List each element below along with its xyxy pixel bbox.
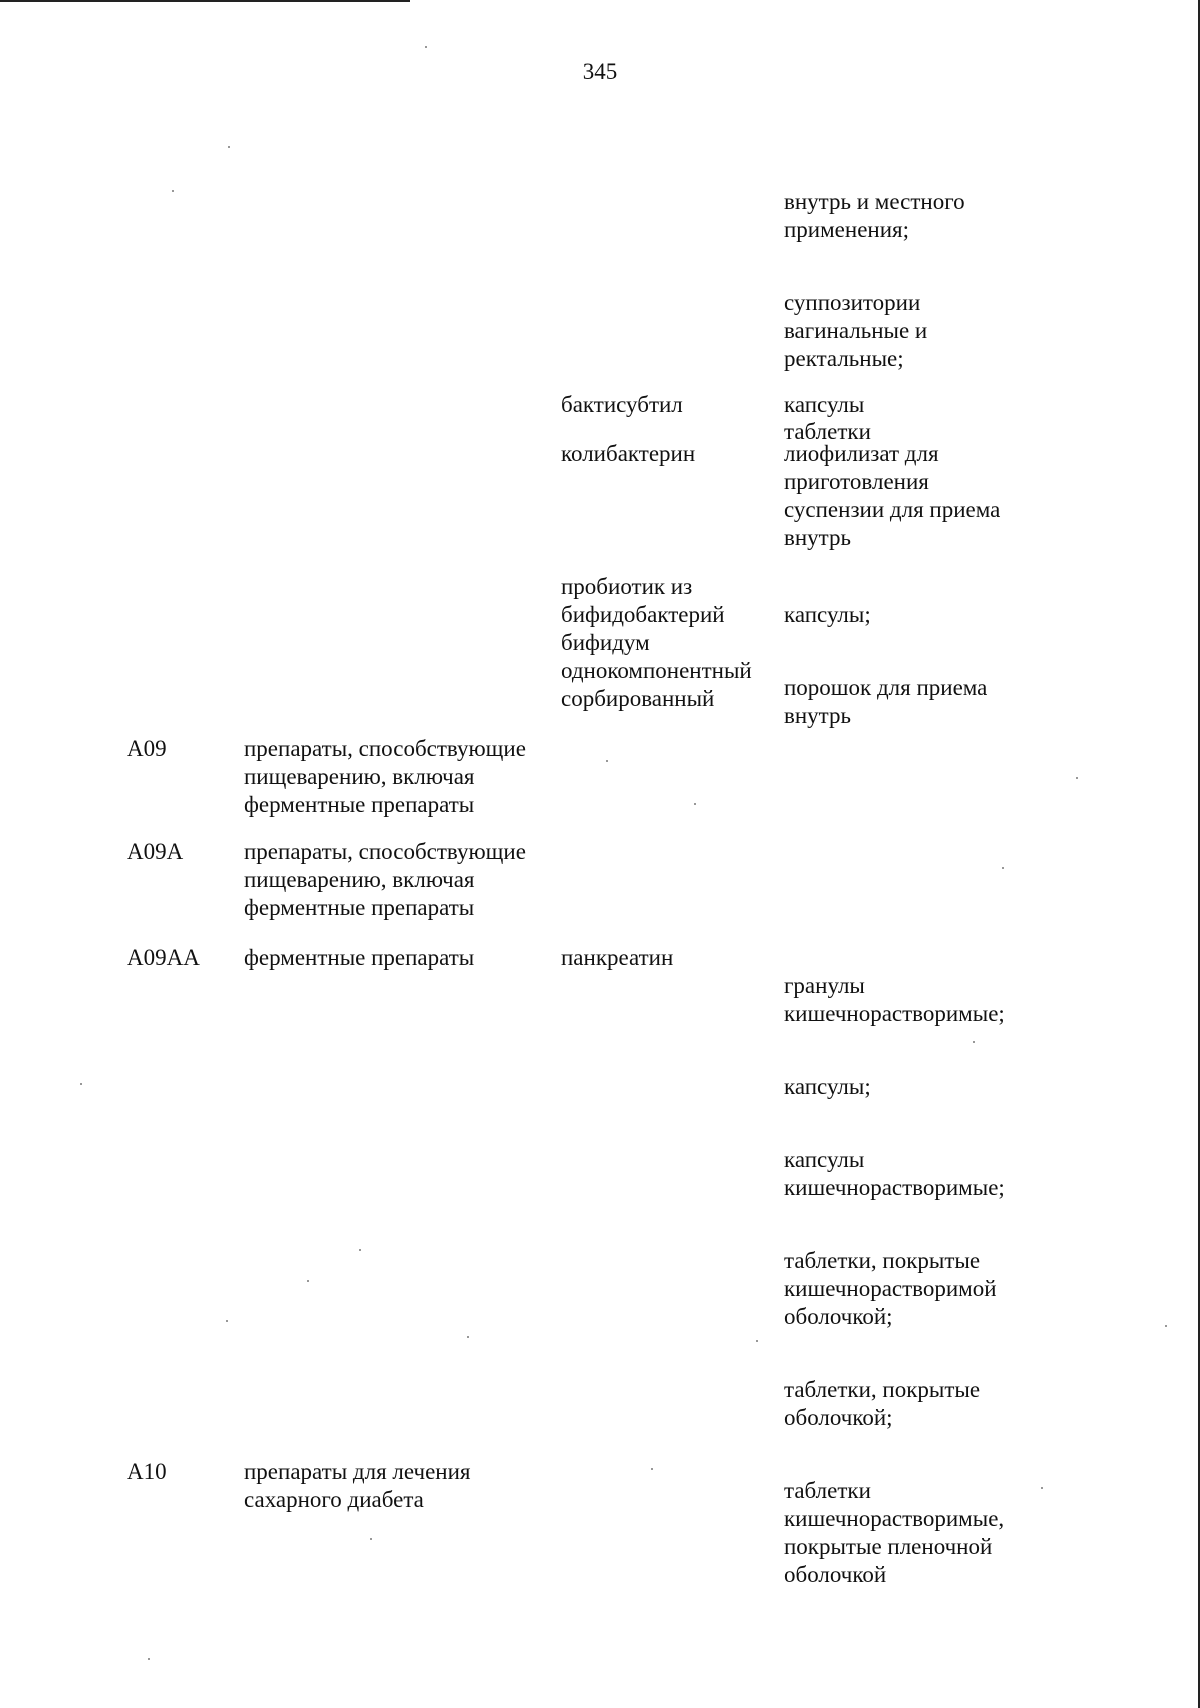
drug-name: бактисубтил bbox=[561, 392, 683, 417]
atc-code: A09 bbox=[127, 736, 167, 761]
dosage-form: таблетки, покрытые кишечнорастворимой оболочкой; bbox=[784, 1248, 997, 1329]
dosage-form: гранулы кишечнорастворимые; bbox=[784, 973, 1005, 1026]
scan-speck bbox=[148, 1658, 150, 1660]
scan-speck bbox=[359, 1249, 361, 1251]
drug-name: пробиотик из бифидобактерий бифидум однокомпонентный сорбированный bbox=[561, 574, 752, 711]
scan-speck bbox=[307, 1280, 309, 1282]
page-number: 345 bbox=[582, 59, 618, 84]
dosage-form: капсулы кишечнорастворимые; bbox=[784, 1147, 1005, 1200]
scan-speck bbox=[1002, 867, 1004, 869]
group-name: препараты, способствующие пищеварению, включая ферментные препараты bbox=[244, 839, 526, 920]
dosage-form: таблетки bbox=[784, 419, 871, 444]
scan-speck bbox=[606, 760, 608, 762]
scan-speck bbox=[370, 1538, 372, 1540]
scan-speck bbox=[694, 803, 696, 805]
scan-speck bbox=[1076, 777, 1078, 779]
dosage-forms bbox=[784, 944, 1084, 1617]
scan-speck bbox=[467, 1336, 469, 1338]
atc-code: A09A bbox=[127, 839, 184, 864]
dosage-form: лиофилизат для приготовления суспензии для приема внутрь bbox=[784, 441, 1001, 550]
dosage-form: капсулы; bbox=[784, 602, 871, 627]
atc-code: A10 bbox=[127, 1459, 167, 1484]
scan-speck bbox=[226, 1320, 228, 1322]
group-name: ферментные препараты bbox=[244, 945, 475, 970]
drug-name: колибактерин bbox=[561, 441, 696, 466]
scan-border-top bbox=[0, 0, 410, 2]
scan-speck bbox=[756, 1340, 758, 1342]
dosage-form: капсулы bbox=[784, 392, 865, 417]
group-name: препараты, способствующие пищеварению, включая ферментные препараты bbox=[244, 736, 526, 817]
scan-speck bbox=[651, 1468, 653, 1470]
dosage-form: таблетки, покрытые оболочкой; bbox=[784, 1377, 981, 1430]
dosage-form: порошок для приема внутрь bbox=[784, 675, 988, 728]
group-name: препараты для лечения сахарного диабета bbox=[244, 1459, 471, 1512]
scan-speck bbox=[973, 1041, 975, 1043]
scan-speck bbox=[1165, 1325, 1167, 1327]
scan-speck bbox=[425, 46, 427, 48]
dosage-forms bbox=[784, 573, 1084, 758]
scan-speck bbox=[228, 146, 230, 148]
scan-speck bbox=[172, 190, 174, 192]
drug-name: панкреатин bbox=[561, 945, 674, 970]
dosage-forms-continued bbox=[784, 160, 1084, 474]
dosage-form: внутрь и местного применения; bbox=[784, 189, 965, 242]
scan-speck bbox=[80, 1083, 82, 1085]
dosage-form: суппозитории вагинальные и ректальные; bbox=[784, 290, 928, 371]
dosage-form: капсулы; bbox=[784, 1074, 871, 1099]
atc-code: A09AA bbox=[127, 945, 200, 970]
dosage-form: таблетки кишечнорастворимые, покрытые пленочной оболочкой bbox=[784, 1478, 1005, 1587]
scan-speck bbox=[1041, 1487, 1043, 1489]
